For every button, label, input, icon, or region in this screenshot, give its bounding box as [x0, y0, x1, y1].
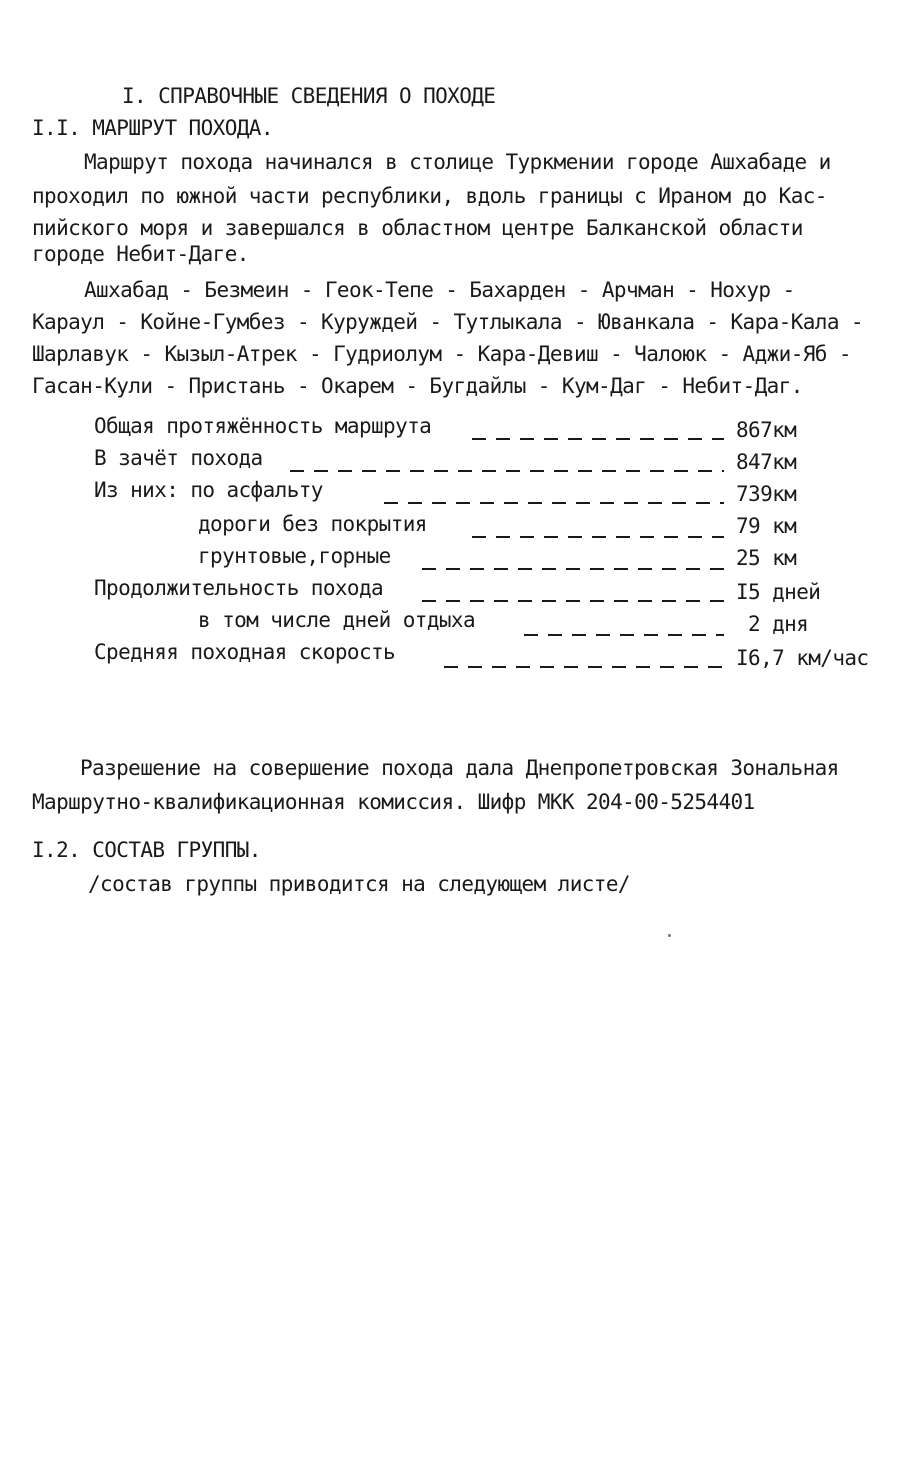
route-line: Шарлавук - Кызыл-Атрек - Гудриолум - Кара-Девиш - Чалоюк - Аджи-Яб -	[32, 342, 851, 366]
paragraph-line: городе Небит-Даге.	[32, 242, 249, 266]
stat-label: Средняя походная скорость	[94, 640, 396, 664]
route-line: Ашхабад - Безмеин - Геок-Тепе - Бахарден - Арчман - Нохур -	[84, 278, 795, 302]
leader-dashes	[422, 568, 724, 570]
stat-value: 2 дня	[748, 612, 809, 636]
leader-dashes	[472, 536, 724, 538]
paragraph-line: Маршрут похода начинался в столице Туркмении городе Ашхабаде и	[84, 150, 831, 174]
section-heading: I. СПРАВОЧНЫЕ СВЕДЕНИЯ О ПОХОДЕ	[122, 84, 496, 108]
stat-value: 25 км	[736, 546, 797, 570]
subsection-heading-group: I.2. СОСТАВ ГРУППЫ.	[32, 838, 261, 862]
stat-label: Продолжительность похода	[94, 576, 384, 600]
scan-speck	[668, 934, 671, 937]
stat-value: 79 км	[736, 514, 797, 538]
stat-value: I6,7 км/час	[736, 646, 869, 670]
stat-label: Из них: по асфальту	[94, 478, 323, 502]
stat-value: 867км	[736, 418, 797, 442]
stat-value: 847км	[736, 450, 797, 474]
group-note: /состав группы приводится на следующем листе/	[88, 872, 630, 896]
leader-dashes	[472, 438, 724, 440]
stat-label: в том числе дней отдыха	[198, 608, 475, 632]
route-line: Гасан-Кули - Пристань - Окарем - Бугдайлы - Кум-Даг - Небит-Даг.	[32, 374, 803, 398]
paragraph-line: Разрешение на совершение похода дала Днепропетровская Зональная	[80, 756, 839, 780]
stat-label: грунтовые,горные	[198, 544, 391, 568]
subsection-heading-route: I.I. МАРШРУТ ПОХОДА.	[32, 116, 273, 140]
leader-dashes	[290, 470, 724, 472]
paragraph-line: проходил по южной части республики, вдоль границы с Ираном до Кас-	[32, 184, 827, 208]
paragraph-line: Маршрутно-квалификационная комиссия. Шифр МКК 204-00-5254401	[32, 790, 755, 814]
leader-dashes	[384, 502, 724, 504]
stat-value: 739км	[736, 482, 797, 506]
leader-dashes	[422, 600, 724, 602]
stat-label: Общая протяжённость маршрута	[94, 414, 432, 438]
stat-label: В зачёт похода	[94, 446, 263, 470]
stat-value: I5 дней	[736, 580, 821, 604]
paragraph-line: пийского моря и завершался в областном центре Балканской области	[32, 216, 803, 240]
route-line: Караул - Койне-Гумбез - Куруждей - Тутлыкала - Юванкала - Кара-Кала -	[32, 310, 863, 334]
stat-label: дороги без покрытия	[198, 512, 427, 536]
leader-dashes	[444, 666, 724, 668]
leader-dashes	[524, 634, 724, 636]
